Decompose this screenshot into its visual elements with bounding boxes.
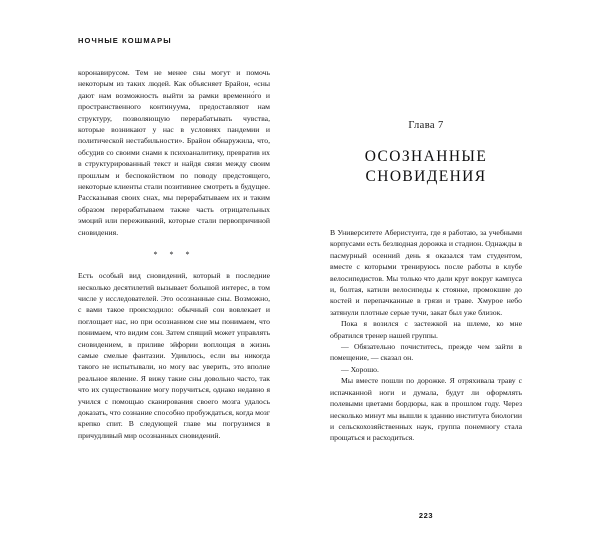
paragraph: Пока я возился с застежкой на шлеме, ко мне обратился тренер нашей группы. [330, 319, 522, 340]
paragraph: В Университете Аберистуита, где я работаю, за учебными корпусами есть безлюдная дорожка и стадион. Однажды в пасмурный осенний день я оказался там студентом, вместе с которыми тренируюсь после работы в клубе велосипедистов. Мы только что дали круг вокруг кампуса и, болтая, катили велосипеды к стоянке, промокшие до костей и перепачканные в грязи и траве. Хмурое небо затянули плотные серые тучи, закат был уже близок. [330, 228, 522, 317]
paragraph: — Хорошо. [341, 364, 379, 374]
chapter-number: Глава 7 [408, 120, 444, 131]
paragraph: Есть особый вид сновидений, который в последние несколько десятилетий вызывает большой интерес, в том числе у исследователей. Это осознанные сны. Возможно, с вами такое происходило: обычный сон вовлекает и поглощает нас, но при осознанном сне мы понимаем, что понимаем, что видим сон. Затем спящий может управлять сновидением, в приливе эйфории воплощая в жизнь самые смелые фантазии. Удивлюсь, если вы никогда такого не испытывали, но могу вас уверить, это вполне реальное явление. Я вижу такие сны довольно часто, так что их существование могу поручиться, однако недавно я учился с помощью сканирования своего мозга удалось доказать, что сознание способно пробуждаться, когда мозг крепко спит. В следующей главе мы погрузимся в причудливый мир осознанных сновидений. [78, 271, 270, 440]
paragraph: коронавирусом. Тем не менее сны могут и помочь некоторым из таких людей. Как объясняет Брайон, «сны дают нам возможность выйти за рамки временно́го и пространственного континуума, предоставляют нам структуру, позволяющую перерабатывать чувства, которые возникают у нас в условиях пандемии и политической нестабильности». Брайон обнаружила, что, обсудив со своими снами к психоаналитику, превратив их в структурированный текст и найдя связи между своим прошлым и беспокойством по поводу предстоящего, некоторые клиенты стали позитивнее смотреть в будущее. Рассказывая своих снах, мы перерабатываем их и таким образом перерабатываем также часть отрицательных эмоций или переживаний, которые стали первопричиной сновидения. [78, 68, 270, 237]
page-number: 223 [418, 511, 434, 520]
paragraph: — Обязательно почиститесь, прежде чем зайти в помещение, — сказал он. [330, 342, 522, 363]
chapter-body [330, 227, 522, 444]
right-page [300, 0, 600, 546]
section-divider: * * * [153, 250, 195, 260]
paragraph: Мы вместе пошли по дорожке. Я отряхивала траву с испачканной ноги и думала, будут ли оформлять полевыми цветами бордюры, как в прошлом году. Через несколько минут мы вышли к зданию института биологии и сельскохозяйственных наук, группа понемногу стала прощаться и расходиться. [330, 376, 522, 443]
running-head: НОЧНЫЕ КОШМАРЫ [78, 36, 172, 45]
chapter-title: ОСОЗНАННЫЕ СНОВИДЕНИЯ [364, 148, 488, 185]
chapter-heading [330, 120, 522, 187]
